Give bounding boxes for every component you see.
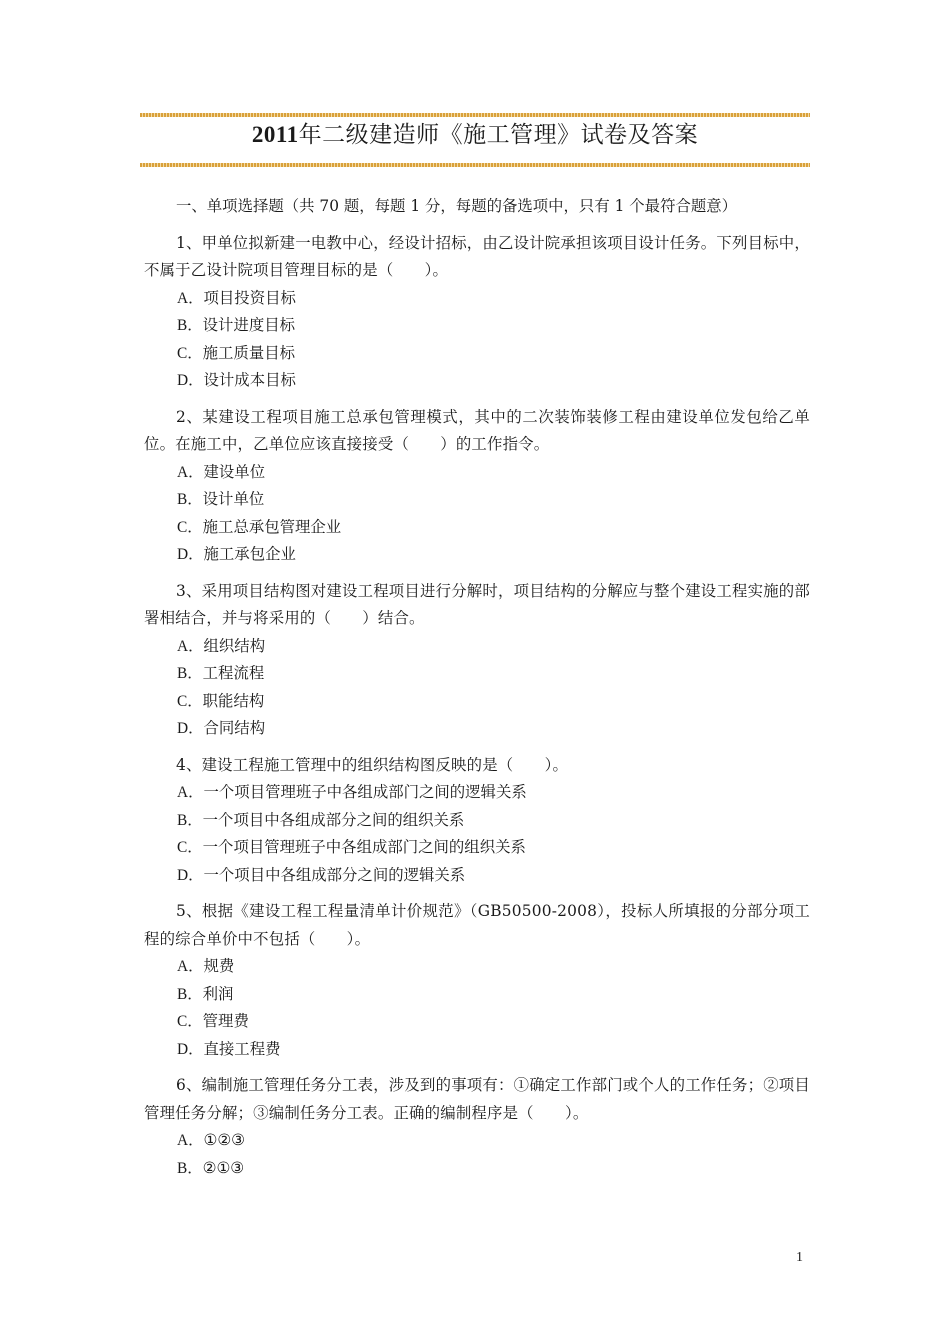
option-letter: D． xyxy=(177,866,204,884)
question-2 xyxy=(144,404,810,569)
question-text: 1、甲单位拟新建一电教中心，经设计招标，由乙设计院承担该项目设计任务。下列目标中，不属于乙设计院项目管理目标的是（ ）。 xyxy=(144,233,810,279)
option-text: 一个项目管理班子中各组成部门之间的组织关系 xyxy=(202,838,526,856)
option-text: ①②③ xyxy=(203,1131,245,1149)
option-d xyxy=(144,715,810,743)
option-letter: B． xyxy=(177,317,203,334)
option-letter: A． xyxy=(177,784,204,801)
option-c xyxy=(144,1008,810,1036)
option-b xyxy=(144,486,810,514)
option-text: 设计成本目标 xyxy=(203,371,296,389)
option-d xyxy=(144,367,810,395)
option-text: 职能结构 xyxy=(202,691,265,710)
option-text: 规费 xyxy=(203,957,235,975)
option-text: 合同结构 xyxy=(203,719,266,737)
option-text: 设计单位 xyxy=(202,490,265,508)
option-text: 管理费 xyxy=(202,1012,249,1030)
option-text: 设计进度目标 xyxy=(202,316,296,334)
option-text: 工程流程 xyxy=(202,664,265,682)
section-heading: 一、单项选择题（共 70 题，每题 1 分，每题的备选项中，只有 1 个最符合题意） xyxy=(176,197,738,215)
option-letter: C． xyxy=(177,839,203,856)
option-text: ②①③ xyxy=(202,1158,245,1177)
question-4 xyxy=(144,752,810,890)
question-5 xyxy=(144,898,810,1063)
option-d xyxy=(144,1036,810,1064)
question-text: 3、采用项目结构图对建设工程项目进行分解时，项目结构的分解应与整个建设工程实施的部署相结合，并与将采用的（ ）结合。 xyxy=(144,581,810,627)
question-6 xyxy=(144,1072,810,1182)
option-text: 项目投资目标 xyxy=(203,288,296,307)
option-letter: B． xyxy=(177,491,203,508)
option-a xyxy=(144,1127,810,1155)
option-text: 一个项目中各组成部分之间的组织关系 xyxy=(202,810,465,829)
title-top-rule xyxy=(140,113,810,117)
page-number: 1 xyxy=(796,1250,803,1265)
option-letter: C． xyxy=(177,692,203,710)
option-a xyxy=(144,953,810,981)
option-a xyxy=(144,633,810,661)
option-text: 一个项目中各组成部分之间的逻辑关系 xyxy=(203,865,466,884)
option-text: 施工总承包管理企业 xyxy=(202,517,342,536)
option-a xyxy=(144,779,810,807)
document-body xyxy=(144,193,810,1191)
option-letter: C． xyxy=(177,344,203,362)
option-letter: A． xyxy=(177,289,204,307)
option-text: 一个项目管理班子中各组成部门之间的逻辑关系 xyxy=(203,783,527,801)
option-c xyxy=(144,514,810,542)
question-text: 5、根据《建设工程工程量清单计价规范》（GB50500-2008），投标人所填报的分部分项工程的综合单价中不包括（ ）。 xyxy=(144,902,810,948)
question-text: 2、某建设工程项目施工总承包管理模式，其中的二次装饰装修工程由建设单位发包给乙单位。在施工中，乙单位应该直接接受（ ）的工作指令。 xyxy=(144,407,810,453)
option-c xyxy=(144,340,810,368)
option-text: 施工质量目标 xyxy=(202,343,296,362)
option-letter: B． xyxy=(177,811,203,829)
option-letter: C． xyxy=(177,518,203,536)
option-letter: D． xyxy=(177,546,204,563)
option-letter: B． xyxy=(177,1159,203,1177)
title-text: 年二级建造师《施工管理》试卷及答案 xyxy=(298,122,699,148)
option-d xyxy=(144,541,810,569)
option-b xyxy=(144,807,810,835)
option-letter: B． xyxy=(177,985,203,1003)
document-title xyxy=(140,118,810,152)
option-text: 利润 xyxy=(202,984,234,1003)
option-letter: A． xyxy=(177,958,204,975)
option-d xyxy=(144,862,810,890)
title-year: 2011 xyxy=(251,122,299,147)
title-bottom-rule xyxy=(140,163,810,167)
question-text: 4、建设工程施工管理中的组织结构图反映的是（ ）。 xyxy=(176,755,569,774)
option-text: 建设单位 xyxy=(203,462,266,481)
question-1 xyxy=(144,230,810,395)
option-letter: B． xyxy=(177,665,203,682)
option-a xyxy=(144,285,810,313)
option-c xyxy=(144,834,810,862)
option-letter: D． xyxy=(177,372,204,389)
option-b xyxy=(144,1155,810,1183)
option-a xyxy=(144,459,810,487)
question-3 xyxy=(144,578,810,743)
option-text: 组织结构 xyxy=(203,636,266,655)
option-text: 直接工程费 xyxy=(203,1039,281,1058)
option-b xyxy=(144,660,810,688)
option-letter: D． xyxy=(177,720,204,737)
option-letter: A． xyxy=(177,463,204,481)
option-text: 施工承包企业 xyxy=(203,545,296,563)
option-letter: A． xyxy=(177,637,204,655)
option-letter: C． xyxy=(177,1013,203,1030)
option-letter: D． xyxy=(177,1040,204,1058)
question-text: 6、编制施工管理任务分工表，涉及到的事项有：①确定工作部门或个人的工作任务；②项目管理任务分解；③编制任务分工表。正确的编制程序是（ ）。 xyxy=(144,1076,810,1122)
option-c xyxy=(144,688,810,716)
option-letter: A． xyxy=(177,1132,204,1149)
option-b xyxy=(144,981,810,1009)
option-b xyxy=(144,312,810,340)
